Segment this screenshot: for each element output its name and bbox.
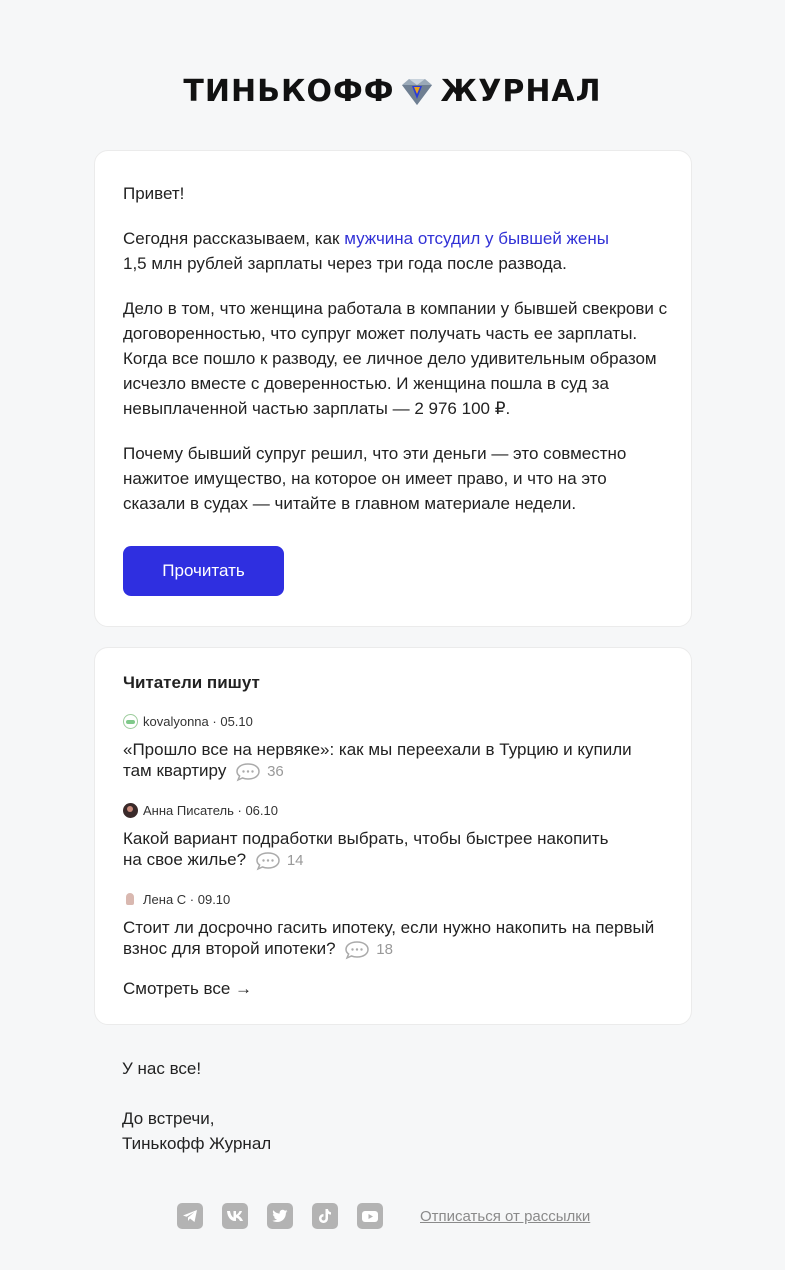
author-name: Анна Писатель: [143, 802, 234, 818]
item-title[interactable]: [123, 828, 623, 871]
telegram-icon[interactable]: [177, 1203, 203, 1229]
youtube-icon[interactable]: [357, 1203, 383, 1229]
comment-icon: [255, 851, 281, 871]
comments-number: 14: [286, 852, 304, 870]
comments-number: 18: [376, 941, 393, 959]
article-link[interactable]: мужчина отсудил у бывшей жены: [344, 229, 609, 248]
intro-paragraph: [123, 226, 667, 276]
read-button[interactable]: Прочитать: [123, 546, 284, 596]
details-paragraph: Дело в том, что женщина работала в компании у бывшей свекрови с договоренностью, что супруг может получать часть ее зарплаты. Когда все пошло к разводу, ее личное дело удивительным образом исчезло вместе с доверенностью. И женщина пошла в суд за невыплаченной частью зарплаты — 2 976 100 ₽.: [123, 299, 668, 418]
unsubscribe-link[interactable]: Отписаться от рассылки: [420, 1208, 591, 1225]
logo-text-right: ЖУРНАЛ: [440, 74, 602, 109]
comment-icon: [235, 762, 261, 782]
readers-title: Читатели пишут: [123, 673, 260, 692]
item-meta: Лена С · 09.10: [123, 891, 667, 907]
vk-icon[interactable]: [222, 1203, 248, 1229]
bye-text: У нас все!: [122, 1059, 202, 1078]
intro-text: Сегодня рассказываем, как: [123, 229, 345, 248]
readers-card: [94, 647, 692, 1025]
see-you-text: До встречи,: [122, 1109, 215, 1128]
comments-count: [344, 939, 393, 960]
signature: Тинькофф Журнал: [122, 1134, 272, 1153]
item-meta: kovalyonna · 05.10: [123, 713, 667, 729]
author-name: Лена С: [143, 891, 187, 907]
avatar: [123, 892, 138, 907]
twitter-icon[interactable]: [267, 1203, 293, 1229]
post-date: 05.10: [220, 713, 253, 729]
comments-count: [255, 850, 304, 871]
see-all-link[interactable]: Смотреть все →: [123, 979, 253, 998]
item-title-text[interactable]: Какой вариант подработки выбрать, чтобы быстрее накопить на свое жилье?: [123, 829, 609, 869]
intro-text-2: 1,5 млн рублей зарплаты через три года после развода.: [123, 254, 567, 273]
logo[interactable]: [0, 74, 785, 109]
item-title-text[interactable]: «Прошло все на нервяке»: как мы переехали в Турцию и купили там квартиру: [123, 740, 632, 780]
avatar: [123, 803, 138, 818]
list-item[interactable]: [123, 891, 667, 960]
diamond-icon: [398, 77, 436, 107]
main-card: [94, 150, 692, 627]
social-links: [177, 1203, 402, 1229]
author-name: kovalyonna: [143, 713, 209, 729]
logo-text-left: ТИНЬКОФФ: [183, 74, 395, 109]
item-title[interactable]: [123, 917, 668, 960]
item-title-text[interactable]: Стоит ли досрочно гасить ипотеку, если нужно накопить на первый взнос для второй ипотеки?: [123, 918, 655, 958]
post-date: 06.10: [245, 802, 278, 818]
greeting: Привет!: [123, 184, 185, 203]
tiktok-icon[interactable]: [312, 1203, 338, 1229]
post-date: 09.10: [197, 891, 231, 907]
item-title[interactable]: [123, 739, 643, 782]
comments-number: 36: [267, 763, 284, 781]
comment-icon: [344, 940, 370, 960]
avatar: [123, 714, 138, 729]
comments-count: [235, 761, 284, 782]
item-meta: Анна Писатель · 06.10: [123, 802, 667, 818]
list-item[interactable]: [123, 802, 667, 871]
list-item[interactable]: [123, 713, 667, 782]
summary-paragraph: Почему бывший супруг решил, что эти деньги — это совместно нажитое имущество, на которое он имеет право, и что на это сказали в судах — читайте в главном материале недели.: [123, 444, 627, 513]
